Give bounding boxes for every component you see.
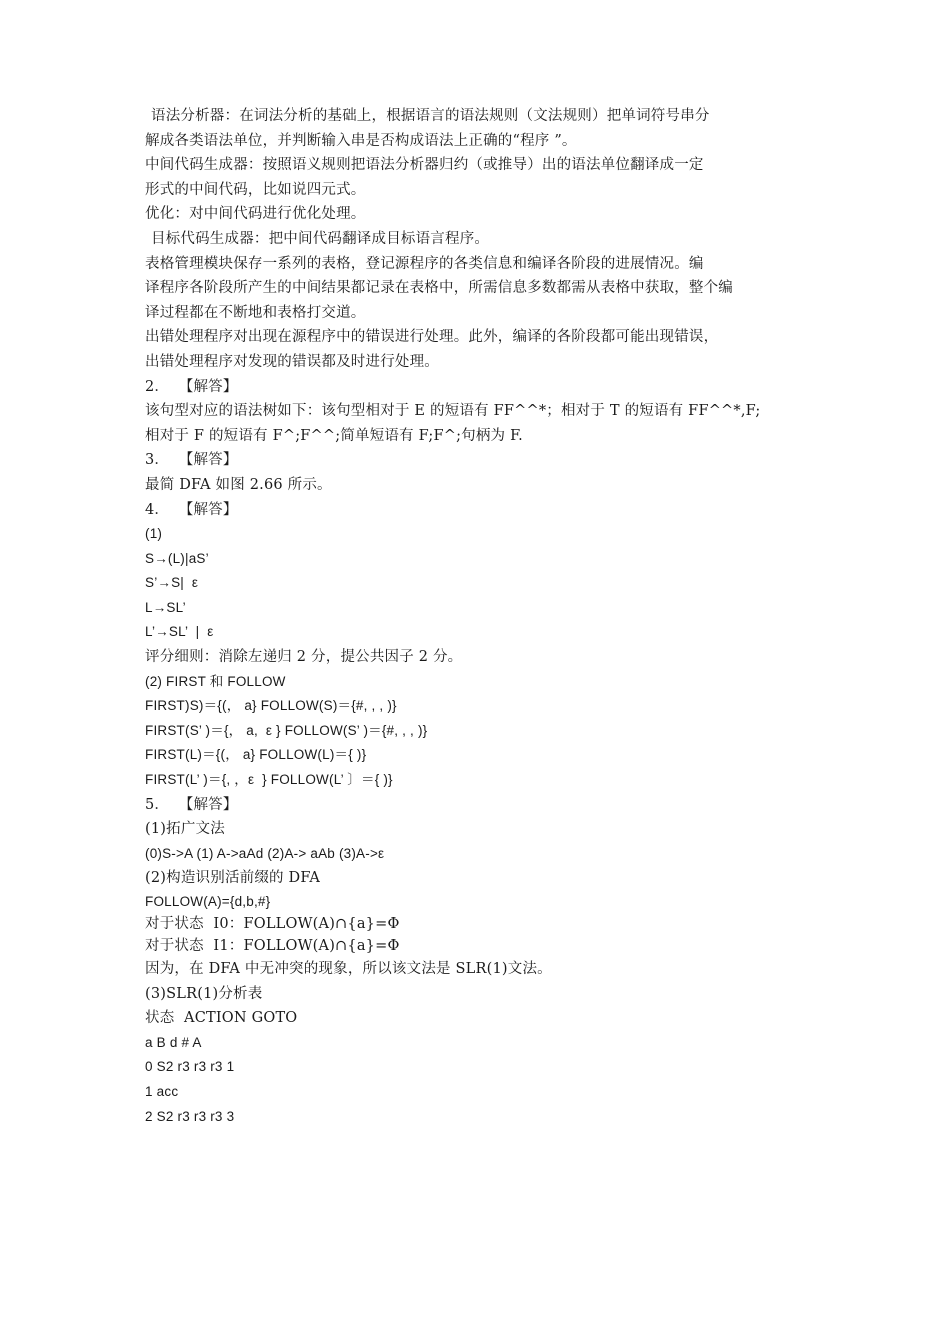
answer-heading: 3． 【解答】	[145, 452, 238, 469]
grammar-line: L→SL’	[145, 599, 186, 615]
paragraph-line: 出错处理程序对发现的错误都及时进行处理。	[145, 353, 439, 370]
paragraph-line: 译程序各阶段所产生的中间结果都记录在表格中，所需信息多数都需从表格中获取，整个编	[145, 280, 733, 297]
answer-heading: 4． 【解答】	[145, 501, 238, 518]
paragraph-line: (3)SLR(1)分析表	[145, 985, 263, 1002]
paragraph-line: 形式的中间代码，比如说四元式。	[145, 181, 366, 198]
paragraph-line: 语法分析器：在词法分析的基础上，根据语言的语法规则（文法规则）把单词符号串分	[151, 108, 710, 124]
answer-heading: 5． 【解答】	[145, 796, 238, 813]
grammar-line: FIRST)S)＝{(， a} FOLLOW(S)＝{#, , , )}	[145, 698, 397, 714]
table-row-line: 2 S2 r3 r3 r3 3	[145, 1108, 235, 1124]
grammar-line: FIRST(L’ )＝{, ，ε } FOLLOW(L’ 〕＝{ )}	[145, 772, 393, 788]
paragraph-line: 优化：对中间代码进行优化处理。	[145, 206, 366, 223]
document-body	[145, 104, 825, 1129]
table-header-line: 状态 ACTION GOTO	[145, 1010, 298, 1027]
paragraph-line: 对于状态 I0：FOLLOW(A)∩{a}=Φ	[145, 916, 400, 932]
grammar-line: L’→SL’ | ε	[145, 624, 214, 640]
paragraph-line: 因为，在 DFA 中无冲突的现象，所以该文法是 SLR(1)文法。	[145, 961, 552, 977]
grammar-line: (1)	[145, 526, 163, 542]
paragraph-line: 该句型对应的语法树如下：该句型相对于 E 的短语有 FF^^*；相对于 T 的短语有 FF^^*,F;	[145, 403, 761, 420]
paragraph-line: 中间代码生成器：按照语义规则把语法分析器归约（或推导）出的语法单位翻译成一定	[145, 157, 704, 174]
paragraph-line: 译过程都在不断地和表格打交道。	[145, 304, 366, 321]
paragraph-line: 目标代码生成器：把中间代码翻译成目标语言程序。	[151, 230, 490, 247]
grammar-line: FOLLOW(A)={d,b,#}	[145, 894, 271, 909]
paragraph-line: 表格管理模块保存一系列的表格，登记源程序的各类信息和编译各阶段的进展情况。编	[145, 255, 704, 272]
answer-heading: 2． 【解答】	[145, 378, 238, 395]
grammar-line: (2) FIRST 和 FOLLOW	[145, 673, 286, 689]
paragraph-line: 解成各类语法单位，并判断输入串是否构成语法上正确的“程序 ”。	[145, 132, 577, 149]
paragraph-line: (1)拓广文法	[145, 821, 225, 838]
paragraph-line: 对于状态 I1：FOLLOW(A)∩{a}=Φ	[145, 938, 400, 954]
grammar-line: S’→S| ε	[145, 575, 199, 591]
paragraph-line: 出错处理程序对出现在源程序中的错误进行处理。此外，编译的各阶段都可能出现错误，	[145, 329, 719, 346]
paragraph-line: (2)构造识别活前缀的 DFA	[145, 870, 321, 887]
grammar-line: FIRST(L)＝{(， a} FOLLOW(L)＝{ )}	[145, 747, 367, 763]
paragraph-line: 评分细则：消除左递归 2 分，提公共因子 2 分。	[145, 649, 463, 666]
grammar-line: FIRST(S’ )＝{， a, ε } FOLLOW(S’ )＝{#, , , )}	[145, 722, 428, 738]
grammar-line: S→(L)|aS’	[145, 550, 209, 566]
paragraph-line: 相对于 F 的短语有 F^;F^^;简单短语有 F;F^;句柄为 F.	[145, 427, 523, 444]
table-row-line: 0 S2 r3 r3 r3 1	[145, 1059, 235, 1075]
grammar-line: (0)S->A (1) A->aAd (2)A-> aAb (3)A->ε	[145, 845, 385, 861]
table-row-line: a B d # A	[145, 1034, 202, 1050]
paragraph-line: 最简 DFA 如图 2.66 所示。	[145, 476, 332, 493]
table-row-line: 1 acc	[145, 1083, 179, 1099]
